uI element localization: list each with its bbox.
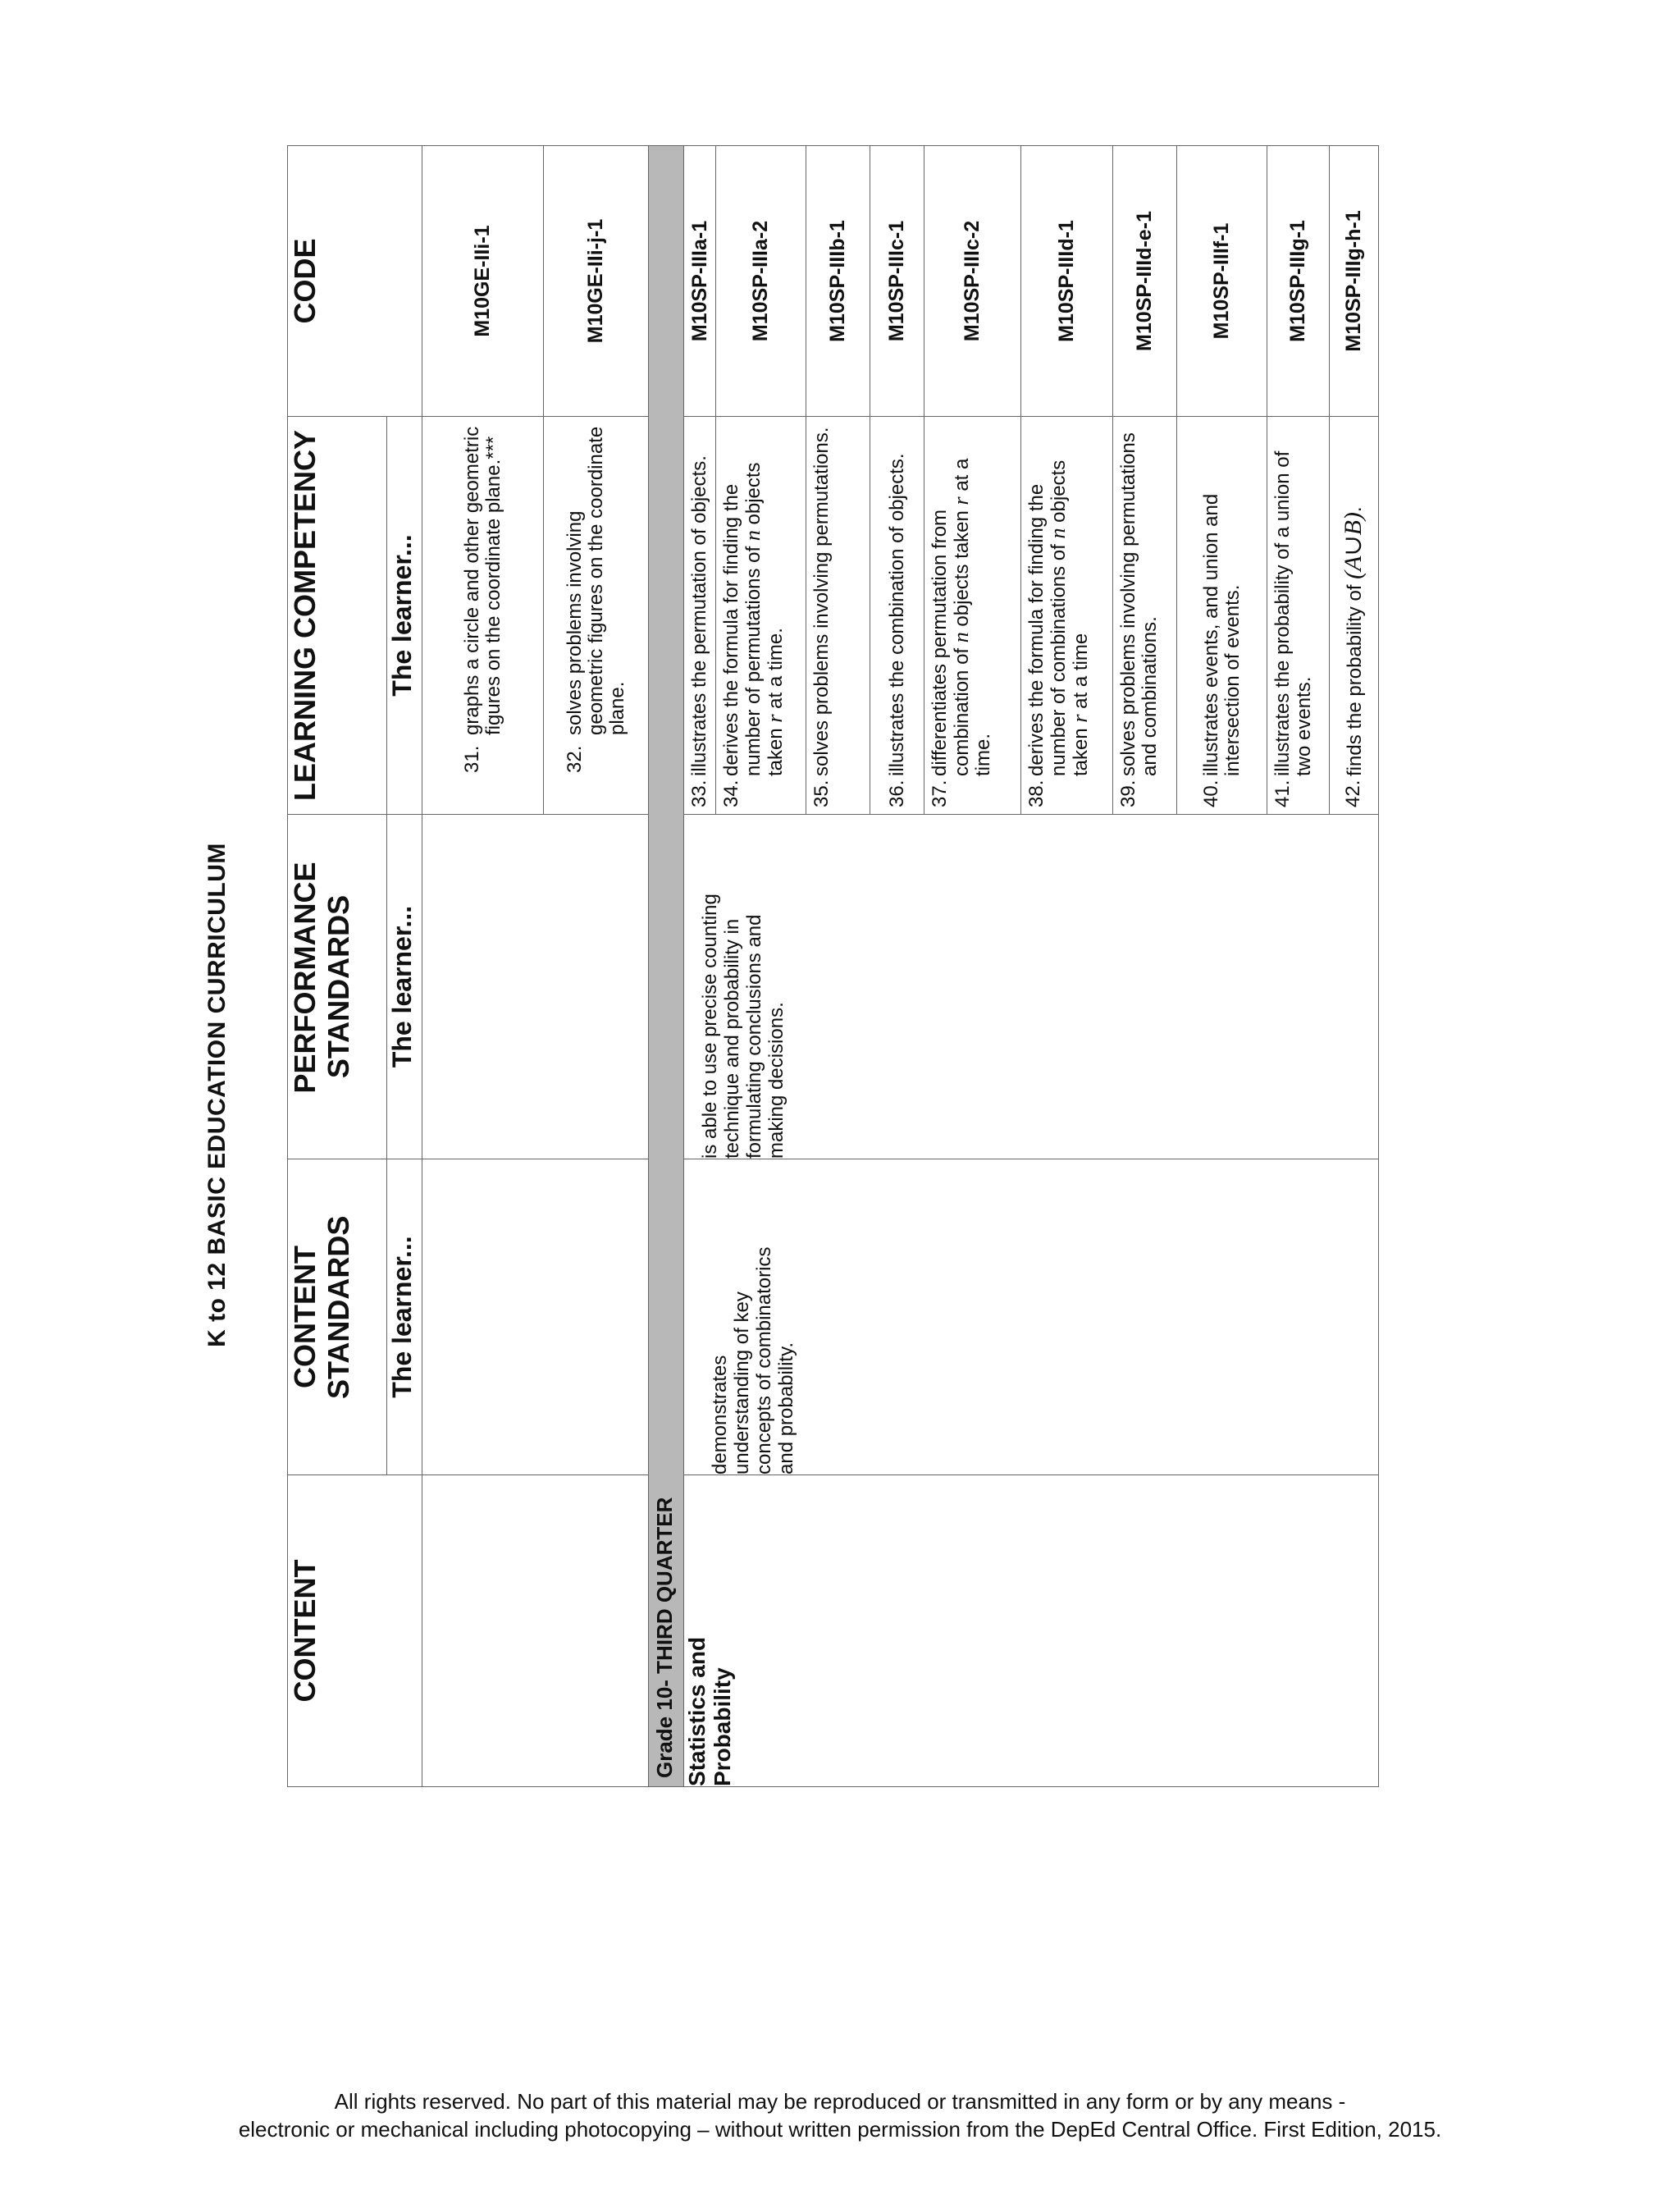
table-row [422,146,544,1787]
competency-cell [684,417,716,815]
competency-text: illustrates the combination of objects. [885,453,908,776]
header-code: CODE [288,146,422,417]
competency-number: 37. [929,780,951,807]
competency-cell [1021,417,1113,815]
performance-standard-cell-empty [422,815,649,1159]
competency-text: solves problems involving geometric figures on the coordinate plane. [563,426,628,735]
competency-number: 41. [1271,780,1294,807]
code-cell: M10SP-IIIa-1 [684,146,716,417]
competency-cell [1113,417,1177,815]
header-learning-competency: LEARNING COMPETENCY [288,417,387,815]
content-cell-empty [422,1475,649,1787]
header-performance-standards: PERFORMANCE STANDARDS [288,815,387,1159]
math-var-r: r [949,496,973,505]
code-cell: M10SP-IIIg-h-1 [1330,146,1379,417]
subheader-content-standards: The learner... [387,1159,422,1475]
competency-text: finds the probability of (A∪B). [1339,506,1367,776]
competency-number: 36. [885,780,908,807]
competency-number: 34. [720,780,742,807]
competency-number: 40. [1199,780,1222,807]
competency-number: 35. [810,780,833,807]
competency-number: 33. [688,780,710,807]
content-standard-text: demonstrates understanding of key concepts of combinatorics and probability. [684,1159,1379,1475]
subheader-performance-standards: The learner... [387,815,422,1159]
table-row [684,146,716,1787]
document-title: K to 12 BASIC EDUCATION CURRICULUM [203,843,231,1347]
competency-cell [716,417,806,815]
code-cell: M10SP-IIIc-2 [924,146,1021,417]
competency-cell [806,417,870,815]
competency-text: differentiates permutation from combination of n objects taken r at a time. [929,458,994,776]
code-cell: M10SP-IIIc-1 [870,146,924,417]
competency-number: 32. [563,745,586,773]
competency-number: 42. [1341,780,1364,807]
copyright-footer [0,2087,1680,2143]
footer-line-2: electronic or mechanical including photocopying – without written permission from the DepEd Central Office. First Edition, 2015. [238,2117,1442,2142]
math-var-n: n [1046,528,1070,539]
competency-text: illustrates events, and union and intersection of events. [1199,493,1244,776]
content-standard-cell-empty [422,1159,649,1475]
competency-text: solves problems involving permutations and combinations. [1117,432,1161,776]
math-var-r: r [763,714,787,723]
code-cell: M10SP-IIIb-1 [806,146,870,417]
code-cell: M10GE-IIi-j-1 [544,146,649,417]
competency-number: 31. [460,745,483,773]
math-var-r: r [1068,714,1092,723]
code-cell: M10SP-IIId-e-1 [1113,146,1177,417]
subheader-learning-competency: The learner... [387,417,422,815]
footer-line-1: All rights reserved. No part of this material may be reproduced or transmitted in any form or by any means - [334,2089,1346,2114]
competency-text: illustrates the permutation of objects. [688,455,710,776]
quarter-label: Grade 10- THIRD QUARTER [649,146,684,1787]
math-var-n: n [741,530,765,542]
content-statistics-probability: Statistics and Probability [684,1475,1379,1787]
competency-cell [422,417,544,815]
competency-text: graphs a circle and other geometric figures on the coordinate plane.*** [460,426,504,735]
quarter-row [649,146,684,1787]
header-row [288,146,387,1787]
competency-cell [544,417,649,815]
competency-number: 39. [1117,780,1139,807]
math-union-expression: (A∪B) [1339,512,1367,579]
performance-standard-text: is able to use precise counting technique and probability in formulating conclusions and making decisions. [684,815,1379,1159]
competency-cell [1330,417,1379,815]
competency-text: derives the formula for finding the number of permutations of n objects taken r at a time. [720,462,787,776]
competency-cell [1177,417,1267,815]
header-content-standards: CONTENT STANDARDS [288,1159,387,1475]
competency-cell [1267,417,1330,815]
code-cell: M10GE-IIi-1 [422,146,544,417]
curriculum-table [287,145,1379,1787]
code-cell: M10SP-IIId-1 [1021,146,1113,417]
code-cell: M10SP-IIIa-2 [716,146,806,417]
competency-text: illustrates the probability of a union of two events. [1271,450,1315,776]
competency-cell [870,417,924,815]
competency-text: derives the formula for finding the number of combinations of n objects taken r at a time [1025,459,1092,776]
competency-number: 38. [1025,780,1048,807]
competency-cell [924,417,1021,815]
header-content: CONTENT [288,1475,422,1787]
competency-text: solves problems involving permutations. [810,427,833,776]
code-cell: M10SP-IIIf-1 [1177,146,1267,417]
math-var-n: n [949,632,973,643]
code-cell: M10SP-IIIg-1 [1267,146,1330,417]
